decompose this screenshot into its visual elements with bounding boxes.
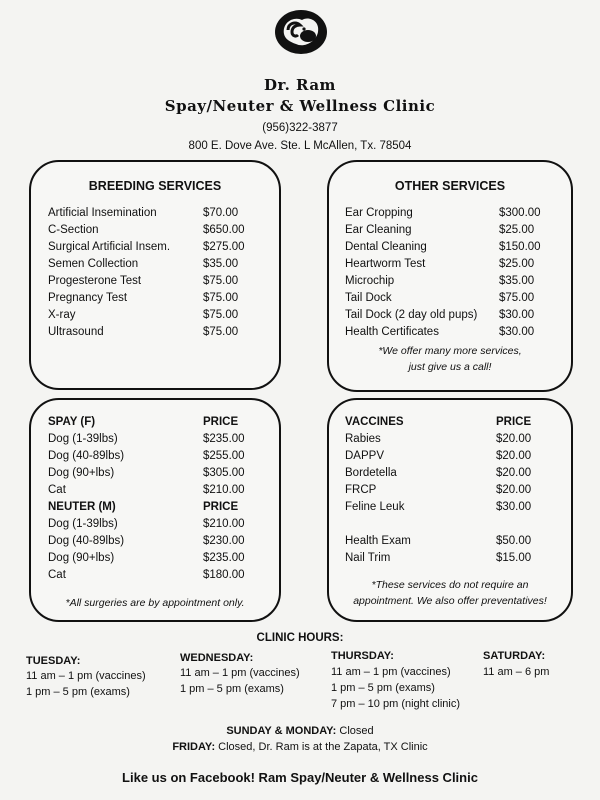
neuter-item: Dog (90+lbs)	[48, 552, 115, 564]
hours-line: 11 am – 1 pm (vaccines)	[331, 666, 451, 678]
service-price: $650.00	[203, 224, 245, 236]
extra-service-price: $15.00	[496, 552, 532, 564]
spay-item: Dog (1-39lbs)	[48, 433, 118, 445]
breeding-services-box	[29, 160, 281, 390]
vaccine-price: $30.00	[496, 501, 532, 513]
service-price: $75.00	[203, 292, 239, 304]
neuter-price: $210.00	[203, 518, 245, 530]
day-label: THURSDAY:	[331, 650, 394, 662]
other-note-line1: *We offer many more services,	[378, 345, 522, 357]
vaccine-name: Rabies	[345, 433, 381, 445]
neuter-price: $235.00	[203, 552, 245, 564]
service-price: $35.00	[499, 275, 535, 287]
vaccines-header: VACCINES	[345, 416, 404, 428]
service-name: Artificial Insemination	[48, 207, 157, 219]
service-name: Semen Collection	[48, 258, 139, 270]
service-name: C-Section	[48, 224, 99, 236]
service-name: Ear Cleaning	[345, 224, 412, 236]
vaccine-price: $20.00	[496, 484, 532, 496]
spay-price: $255.00	[203, 450, 245, 462]
hours-line: 11 am – 6 pm	[483, 666, 550, 678]
hours-line: 11 am – 1 pm (vaccines)	[26, 670, 146, 682]
service-name: Pregnancy Test	[48, 292, 128, 304]
hours-line: 11 am – 1 pm (vaccines)	[180, 667, 300, 679]
service-name: Heartworm Test	[345, 258, 426, 270]
price-header: PRICE	[203, 416, 239, 428]
other-note-line2: just give us a call!	[408, 361, 492, 373]
closed-label: FRIDAY:	[172, 741, 216, 753]
vaccines-note-line2: appointment. We also offer preventatives!	[353, 595, 547, 607]
closed-text: Closed	[339, 725, 374, 737]
service-name: Progesterone Test	[48, 275, 142, 287]
hours-line: 7 pm – 10 pm (night clinic)	[331, 698, 460, 710]
neuter-header: NEUTER (M)	[48, 501, 116, 513]
hours-line: 1 pm – 5 pm (exams)	[26, 686, 130, 698]
surgery-note: *All surgeries are by appointment only.	[65, 597, 245, 609]
service-name: Dental Cleaning	[345, 241, 427, 253]
doctor-name: Dr. Ram	[264, 76, 336, 94]
address: 800 E. Dove Ave. Ste. L McAllen, Tx. 78504	[188, 140, 412, 152]
vaccine-name: FRCP	[345, 484, 377, 496]
spay-price: $305.00	[203, 467, 245, 479]
neuter-item: Cat	[48, 569, 66, 581]
vaccine-name: Bordetella	[345, 467, 397, 479]
breeding-services-title: BREEDING SERVICES	[88, 179, 222, 193]
service-price: $75.00	[203, 275, 239, 287]
service-price: $30.00	[499, 326, 535, 338]
price-header: PRICE	[203, 501, 239, 513]
vaccine-price: $20.00	[496, 467, 532, 479]
clinic-name: Spay/Neuter & Wellness Clinic	[164, 97, 436, 115]
day-label: SATURDAY:	[483, 650, 546, 662]
service-name: Tail Dock	[345, 292, 392, 304]
service-price: $300.00	[499, 207, 541, 219]
extra-service-name: Health Exam	[345, 535, 411, 547]
day-label: TUESDAY:	[26, 655, 81, 667]
vaccine-name: DAPPV	[345, 450, 384, 462]
spay-item: Cat	[48, 484, 66, 496]
spay-header: SPAY (F)	[48, 416, 96, 428]
service-price: $150.00	[499, 241, 541, 253]
closed-label: SUNDAY & MONDAY:	[226, 725, 337, 737]
closed-text: Closed, Dr. Ram is at the Zapata, TX Clinic	[218, 741, 428, 753]
surgery-box	[29, 398, 281, 622]
service-name: Surgical Artificial Insem.	[48, 241, 171, 253]
service-price: $70.00	[203, 207, 239, 219]
service-price: $25.00	[499, 224, 535, 236]
facebook-callout: Like us on Facebook! Ram Spay/Neuter & Wellness Clinic	[122, 770, 478, 785]
day-label: WEDNESDAY:	[180, 652, 254, 664]
closed-sun-mon	[0, 725, 600, 737]
spay-item: Dog (40-89lbs)	[48, 450, 125, 462]
neuter-price: $180.00	[203, 569, 245, 581]
service-price: $75.00	[203, 326, 239, 338]
extra-service-price: $50.00	[496, 535, 532, 547]
vaccine-name: Feline Leuk	[345, 501, 405, 513]
service-name: Health Certificates	[345, 326, 439, 338]
service-price: $25.00	[499, 258, 535, 270]
vaccine-price: $20.00	[496, 450, 532, 462]
other-services-title: OTHER SERVICES	[394, 179, 506, 193]
extra-service-name: Nail Trim	[345, 552, 391, 564]
service-name: Ear Cropping	[345, 207, 413, 219]
vaccines-box	[327, 398, 573, 622]
neuter-price: $230.00	[203, 535, 245, 547]
spay-price: $235.00	[203, 433, 245, 445]
service-name: X-ray	[48, 309, 76, 321]
neuter-item: Dog (1-39lbs)	[48, 518, 118, 530]
spay-price: $210.00	[203, 484, 245, 496]
closed-friday	[0, 741, 600, 753]
spay-item: Dog (90+lbs)	[48, 467, 115, 479]
service-name: Microchip	[345, 275, 395, 287]
service-price: $75.00	[499, 292, 535, 304]
price-header: PRICE	[496, 416, 532, 428]
service-name: Tail Dock (2 day old pups)	[345, 309, 478, 321]
service-price: $75.00	[203, 309, 239, 321]
ram-head-icon	[274, 8, 328, 56]
vaccines-note-line1: *These services do not require an	[371, 579, 529, 591]
hours-line: 1 pm – 5 pm (exams)	[180, 683, 284, 695]
service-price: $35.00	[203, 258, 239, 270]
neuter-item: Dog (40-89lbs)	[48, 535, 125, 547]
service-name: Ultrasound	[48, 326, 104, 338]
vaccine-price: $20.00	[496, 433, 532, 445]
clinic-hours-title: CLINIC HOURS:	[256, 632, 344, 644]
service-price: $275.00	[203, 241, 245, 253]
other-services-box	[327, 160, 573, 392]
service-price: $30.00	[499, 309, 535, 321]
hours-line: 1 pm – 5 pm (exams)	[331, 682, 435, 694]
phone-number: (956)322-3877	[262, 122, 338, 134]
